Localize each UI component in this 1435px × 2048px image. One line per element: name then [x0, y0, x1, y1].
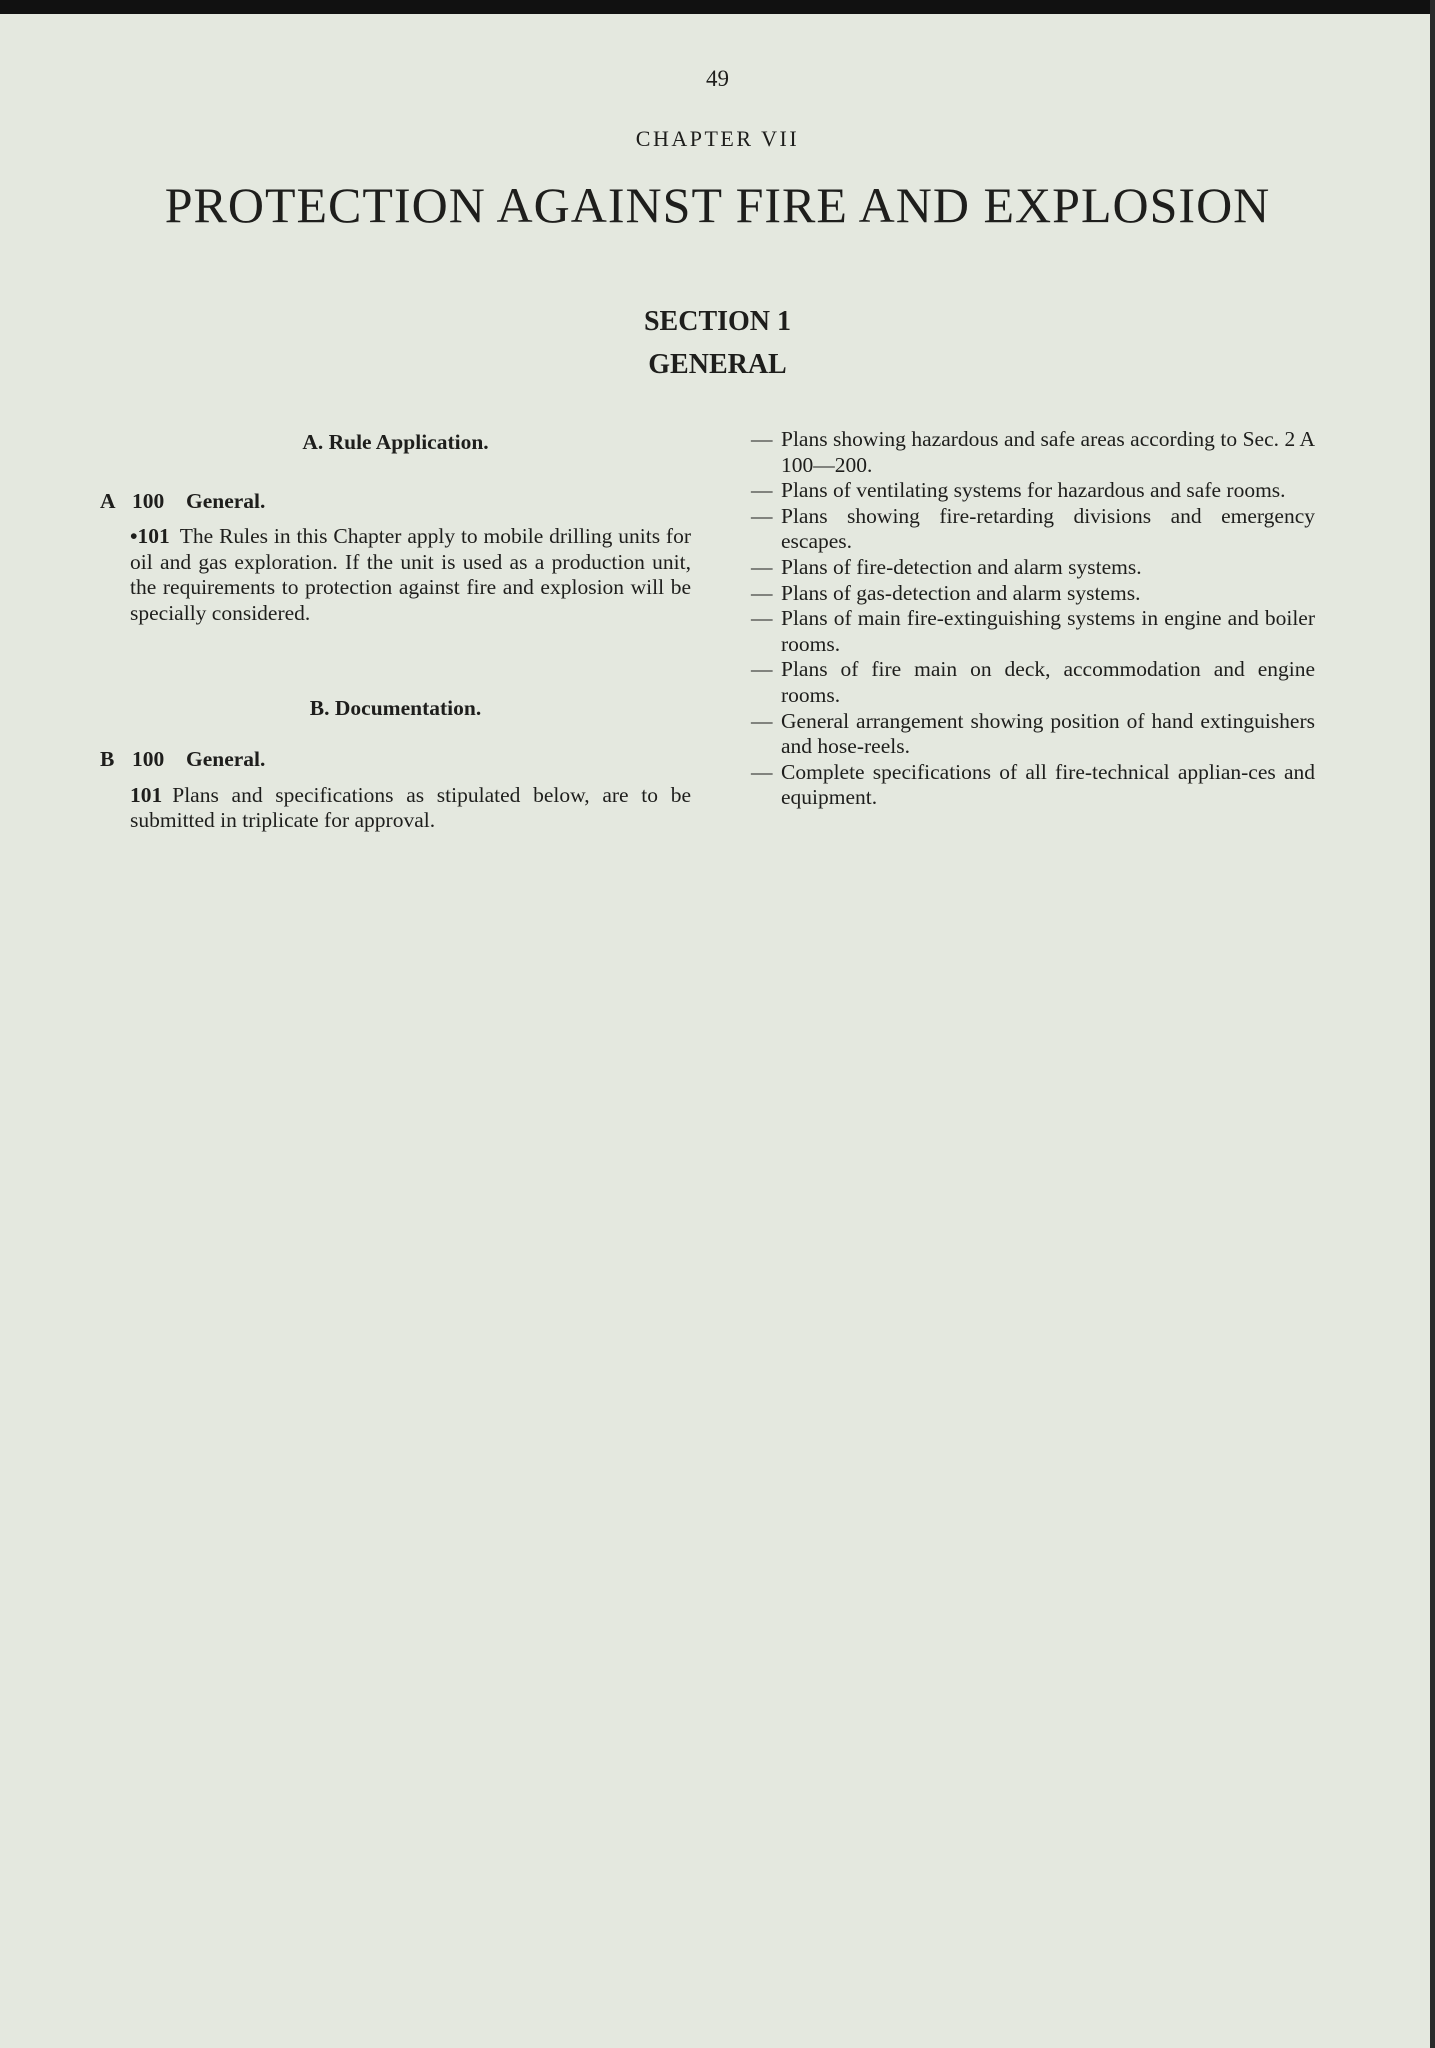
dash-bullet: —: [751, 759, 773, 784]
clause-letter: A: [100, 488, 116, 513]
part-a-heading: A. Rule Application.: [302, 430, 489, 454]
right-column: [751, 427, 1315, 811]
paragraph-text: Plans and specifications as stipulated below, are to be submitted in triplicate for approval.: [130, 782, 691, 833]
list-item-text: Plans of fire-detection and alarm systems.: [781, 554, 1142, 579]
clause-b100: [100, 747, 691, 773]
list-item-text: Plans showing fire-retarding divisions and emergency escapes.: [781, 503, 1315, 554]
paragraph-number: 101: [130, 782, 163, 807]
dash-bullet: —: [751, 478, 773, 503]
list-item: [751, 427, 1315, 478]
list-item: [751, 478, 1315, 504]
dash-bullet: —: [751, 657, 773, 682]
documentation-list: [751, 427, 1315, 811]
dash-bullet: —: [751, 503, 773, 528]
list-item: [751, 555, 1315, 581]
clause-title: General.: [186, 488, 266, 513]
dash-bullet: —: [751, 606, 773, 631]
list-item-text: Complete specifications of all fire-technical applian-ces and equipment.: [781, 759, 1315, 810]
list-item-text: Plans showing hazardous and safe areas according to Sec. 2 A 100—200.: [781, 427, 1315, 477]
chapter-label: CHAPTER VII: [635, 126, 800, 151]
scan-border-top: [0, 0, 1435, 14]
list-item-text: Plans of ventilating systems for hazardous and safe rooms.: [781, 478, 1286, 503]
clause-number: 100: [132, 747, 165, 772]
paragraph-number: •101: [130, 524, 170, 549]
section-label: SECTION 1: [643, 306, 792, 337]
dash-bullet: —: [751, 554, 773, 579]
dash-bullet: —: [751, 427, 773, 451]
part-b-heading: B. Documentation.: [309, 695, 482, 720]
list-item-text: Plans of gas-detection and alarm systems.: [781, 580, 1141, 605]
list-item-text: Plans of fire main on deck, accommodation and engine rooms.: [781, 657, 1315, 707]
dash-bullet: —: [751, 580, 773, 605]
list-item: [751, 606, 1315, 657]
paragraph-text: The Rules in this Chapter apply to mobile drilling units for oil and gas exploration. If the unit is used as a production unit, the requirements to protection against fire and explosion will be specially considered.: [130, 524, 691, 625]
list-item: [751, 581, 1315, 607]
list-item: [751, 709, 1315, 760]
clause-title: General.: [186, 747, 266, 772]
section-title: GENERAL: [648, 349, 787, 380]
page-number: 49: [706, 66, 729, 91]
clause-a100: [100, 489, 691, 515]
list-item: [751, 760, 1315, 811]
list-item: [751, 657, 1315, 708]
paragraph-a101: [100, 524, 691, 626]
left-column: [100, 430, 691, 834]
chapter-title: PROTECTION AGAINST FIRE AND EXPLOSION: [164, 177, 1271, 233]
list-item-text: General arrangement showing position of hand extinguishers and hose-reels.: [781, 708, 1315, 759]
dash-bullet: —: [751, 708, 773, 733]
clause-number: 100: [132, 488, 165, 513]
list-item: [751, 504, 1315, 555]
paragraph-b101: [100, 783, 691, 834]
clause-letter: B: [100, 747, 115, 772]
list-item-text: Plans of main fire-extinguishing systems in engine and boiler rooms.: [781, 606, 1315, 656]
